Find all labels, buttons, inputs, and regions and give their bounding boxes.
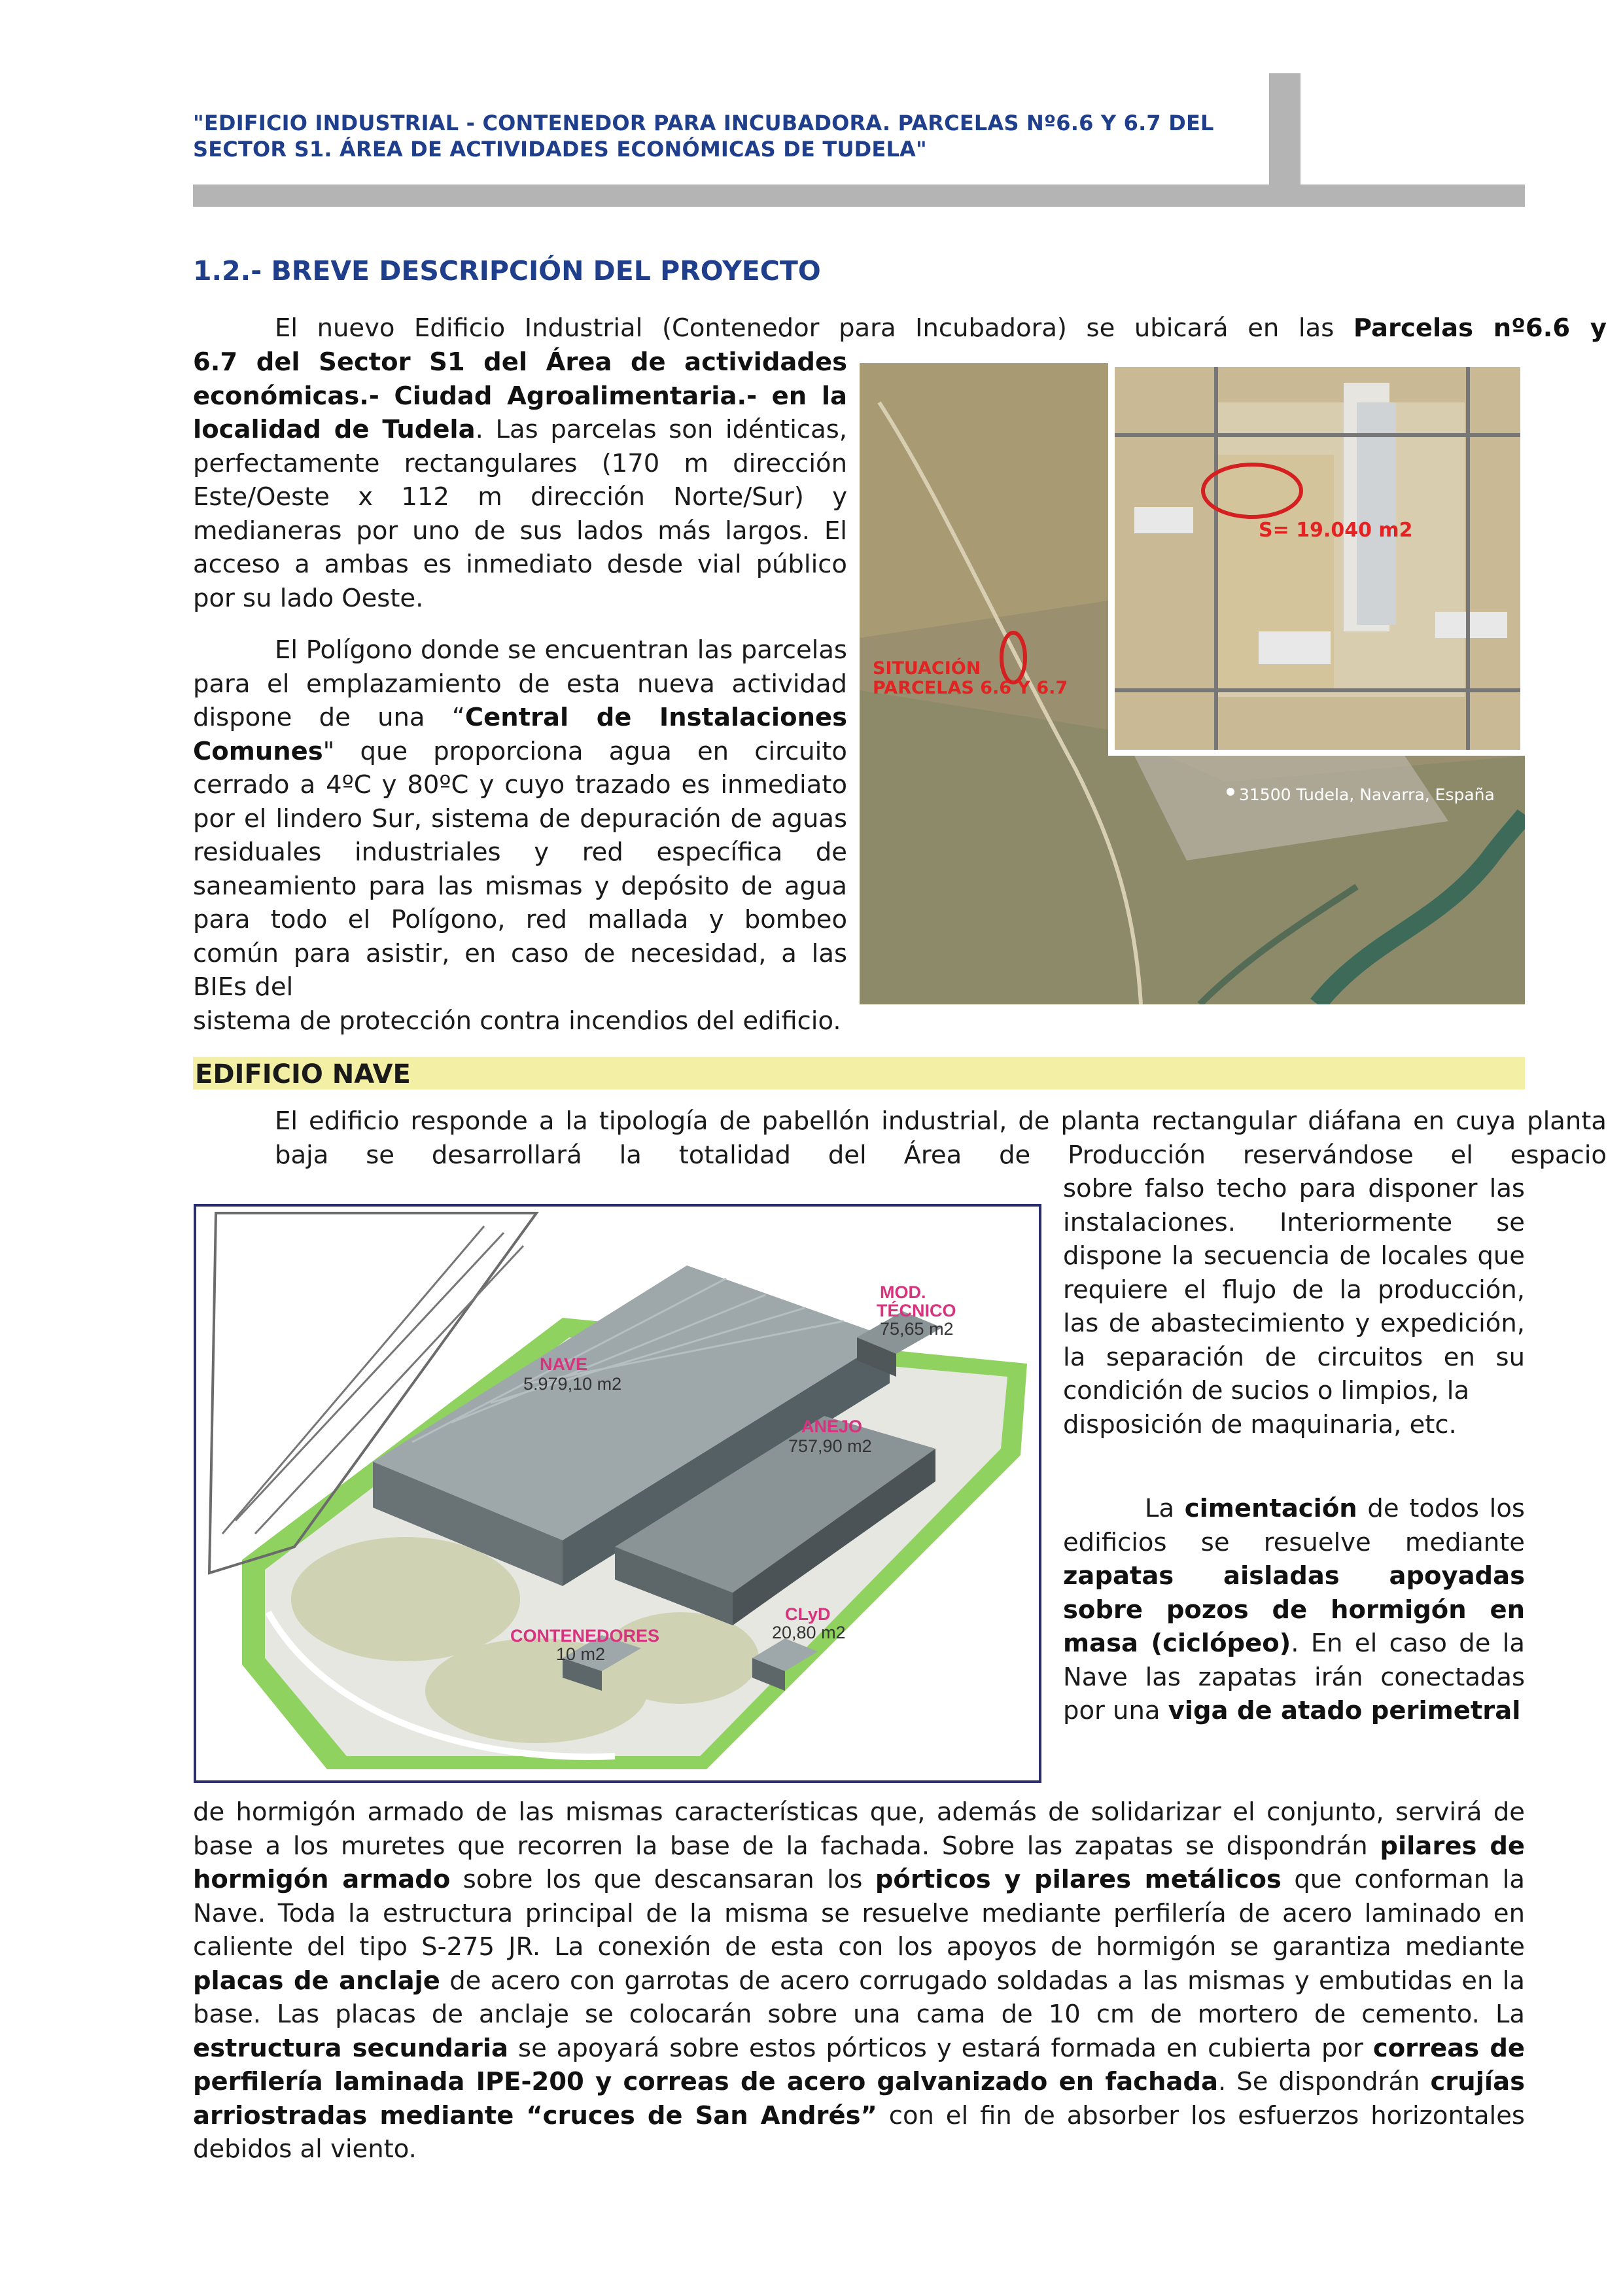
paragraph-4-body: de hormigón armado de las mismas características que, además de solidarizar el conjunto, servirá de base a los muretes que recorren la base de la fachada. Sobre las zapatas se dispondrán pilares de hormigón armado sobre los que descansaran los pórticos y pilares metálicos que conforman la Nave. Toda la estructura principal de la misma se resuelve mediante perfilería de acero laminado en caliente del tipo S-275 JR. La conexión de esta con los apoyos de hormigón se garantiza mediante placas de anclaje de acero con garrotas de acero corrugado soldadas a las mismas y embutidas en la base. Las placas de anclaje se colocarán sobre una cama de 10 cm de mortero de cemento. La estructura secundaria se apoyará sobre estos pórticos y estará formada en cubierta por correas de perfilería laminada IPE-200 y correas de acero galvanizado en fachada. Se dispondrán crujías arriostradas mediante “cruces de San Andrés” con el fin de absorber los esfuerzos horizontales debidos al viento. xyxy=(193,1797,1526,2164)
place-label: 31500 Tudela, Navarra, España xyxy=(1239,785,1495,804)
paragraph-3-side: sobre falso techo para disponer las instalaciones. Interiormente se dispone la secuencia de locales que requiere el flujo de la producción, las de abastecimiento y expedición, la separación de circuitos en su condición de sucios o limpios, la disposición de maquinaria, etc. xyxy=(1063,1174,1525,1439)
building-render-illustration xyxy=(196,1207,1039,1780)
clyd-area: 20,80 m2 xyxy=(772,1623,846,1642)
nave-label: NAVE xyxy=(540,1354,588,1374)
paragraph-2-last-line: sistema de protección contra incendios del edificio. xyxy=(193,1006,841,1036)
paragraph-4-side: La cimentación de todos los edificios se resuelve mediante zapatas aisladas apoyadas sobre pozos de hormigón en masa (ciclópeo). En el caso de la Nave las zapatas irán conectadas por una viga de atado perimetral xyxy=(1063,1494,1525,1725)
paragraph-3-full-width: El edificio responde a la tipología de pabellón industrial, de planta rectangular diáfana en cuya planta baja se desarrollará la totalidad del Área de Producción reservándose el espacio xyxy=(275,1106,1607,1170)
clyd-label: CLyD xyxy=(785,1604,831,1624)
anejo-area: 757,90 m2 xyxy=(788,1436,872,1456)
section-title: 1.2.- BREVE DESCRIPCIÓN DEL PROYECTO xyxy=(193,255,821,287)
header-horizontal-bar xyxy=(193,185,1525,207)
paragraph-1-body: 6.7 del Sector S1 del Área de actividades económicas.- Ciudad Agroalimentaria.- en la localidad de Tudela. Las parcelas son idénticas, perfectamente rectangulares (170 m dirección Este/Oeste x 112 m dirección Norte/Sur) y medianeras por uno de sus lados más largos. El acceso a ambas es inmediato desde vial público por su lado Oeste. xyxy=(193,347,847,613)
nave-area: 5.979,10 m2 xyxy=(523,1374,622,1394)
aerial-location-photo xyxy=(860,363,1525,1004)
modtec-label-2: TÉCNICO xyxy=(877,1301,956,1320)
paragraph-1-line-1: El nuevo Edificio Industrial (Contenedor para Incubadora) se ubicará en las Parcelas nº6.6 y xyxy=(275,313,1607,343)
building-render-frame xyxy=(194,1204,1041,1783)
modtec-label-1: MOD. xyxy=(880,1282,926,1302)
header-vertical-bar xyxy=(1269,73,1300,185)
area-label: S= 19.040 m2 xyxy=(1259,519,1413,542)
subheading-edificio-nave: EDIFICIO NAVE xyxy=(195,1059,411,1089)
contenedores-area: 10 m2 xyxy=(556,1644,606,1664)
header-line-1: "EDIFICIO INDUSTRIAL - CONTENEDOR PARA INCUBADORA. PARCELAS Nº6.6 Y 6.7 DEL xyxy=(193,111,1214,135)
document-header xyxy=(193,110,1240,162)
contenedores-label: CONTENEDORES xyxy=(510,1626,660,1646)
situacion-label-1: SITUACIÓN xyxy=(873,658,981,679)
situacion-label-2: PARCELAS 6.6 Y 6.7 xyxy=(873,678,1068,698)
header-line-2: SECTOR S1. ÁREA DE ACTIVIDADES ECONÓMICAS DE TUDELA" xyxy=(193,137,927,162)
anejo-label: ANEJO xyxy=(801,1417,863,1436)
modtec-area: 75,65 m2 xyxy=(880,1319,954,1339)
paragraph-2-body: El Polígono donde se encuentran las parcelas para el emplazamiento de esta nueva actividad dispone de una “Central de Instalaciones Comunes" que proporciona agua en circuito cerrado a 4ºC y 80ºC y cuyo trazado es inmediato por el lindero Sur, sistema de depuración de aguas residuales industriales y red específica de saneamiento para las mismas y depósito de agua para todo el Polígono, red mallada y bombeo común para asistir, en caso de necesidad, a las BIEs del xyxy=(193,635,848,1002)
